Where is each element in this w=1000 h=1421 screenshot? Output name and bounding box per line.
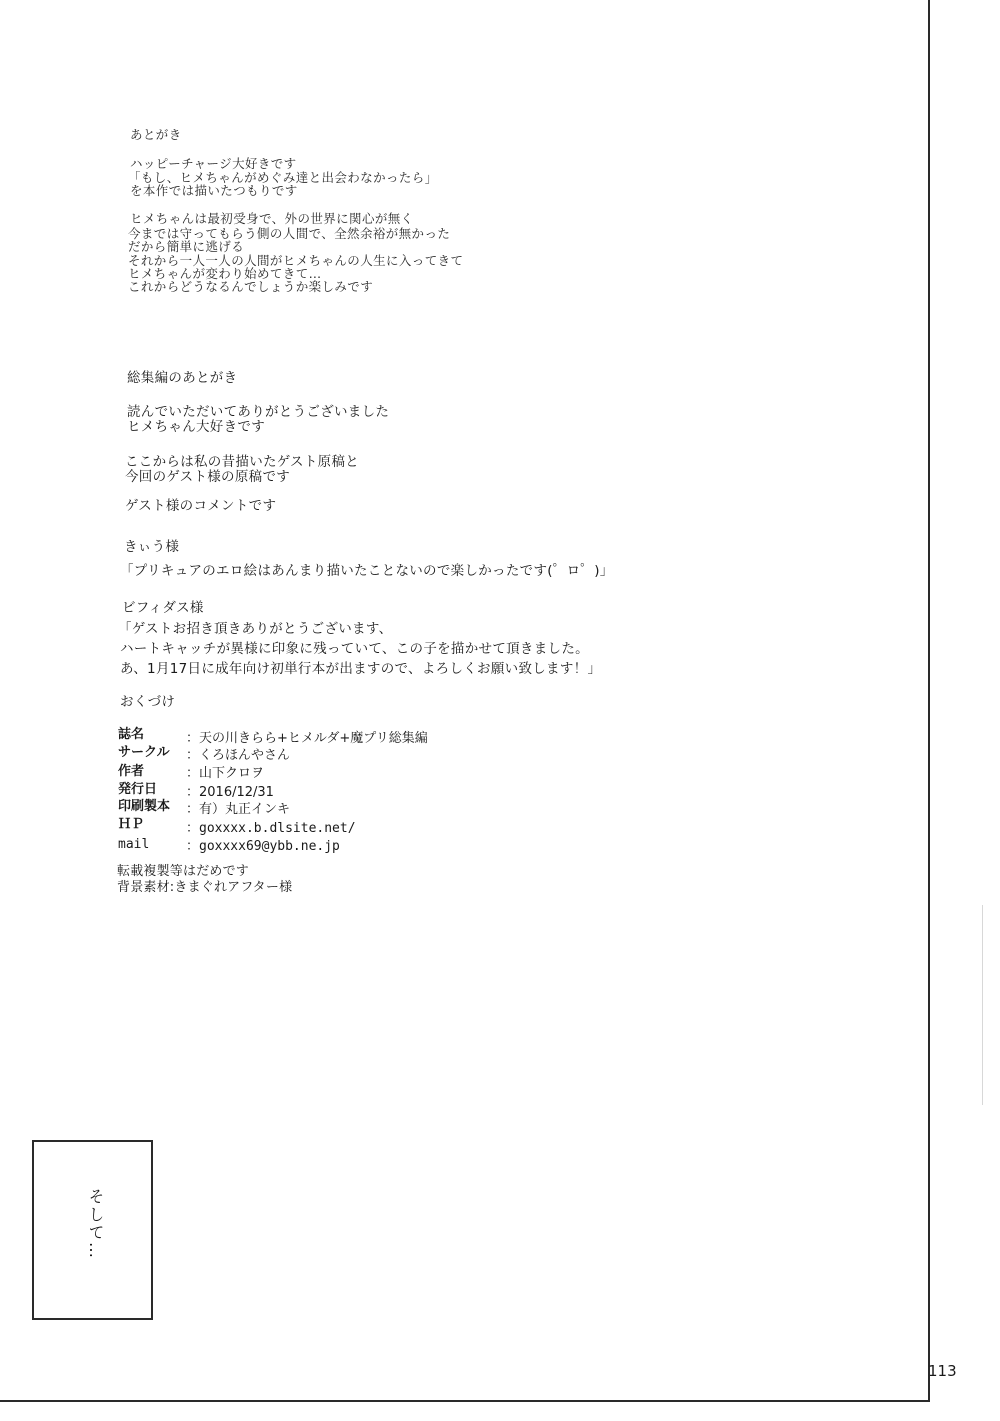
guest-comment: 「ゲストお招き頂きありがとうございます、 xyxy=(118,621,393,637)
afterword-line: これからどうなるんでしょうか楽しみです xyxy=(128,279,374,294)
colophon-label: 誌名 xyxy=(118,727,145,742)
colophon-value: ：goxxxx.b.dlsite.net/ xyxy=(186,821,356,836)
compilation-line: ヒメちゃん大好きです xyxy=(127,419,265,435)
colophon-label: 作者 xyxy=(118,764,145,779)
colophon-label: mail xyxy=(118,837,150,852)
colophon-value: ：山下クロヲ xyxy=(186,766,265,781)
compilation-line: ここからは私の昔描いたゲスト原稿と xyxy=(125,454,360,470)
compilation-line: 今回のゲスト様の原稿です xyxy=(125,469,291,485)
colophon-label: 印刷製本 xyxy=(118,799,171,814)
guest-comment: ハートキャッチが異様に印象に残っていて、この子を描かせて頂きました。 xyxy=(120,641,589,657)
afterword-line: だから簡単に逃げる xyxy=(128,239,245,254)
colophon-value: ：くろほんやさん xyxy=(186,748,291,763)
afterword-line: 今までは守ってもらう側の人間で、全然余裕が無かった xyxy=(128,226,451,241)
colophon-label: 発行日 xyxy=(118,782,158,797)
afterword-heading: あとがき xyxy=(130,127,182,142)
guest-name: きぃう様 xyxy=(124,539,180,555)
right-border-line xyxy=(928,0,930,1400)
afterword-line: それから一人一人の人間がヒメちゃんの人生に入ってきて xyxy=(128,253,464,268)
afterword-line: ハッピーチャージ大好きです xyxy=(130,156,297,171)
afterword-line: を本作では描いたつもりです xyxy=(130,183,298,198)
afterword-line: 「もし、ヒメちゃんがめぐみ達と出会わなかったら」 xyxy=(128,170,438,185)
afterword-line: ヒメちゃんは最初受身で、外の世界に関心が無く xyxy=(130,211,414,226)
colophon-note: 背景素材:きまぐれアフター様 xyxy=(117,880,293,895)
colophon-note: 転載複製等はだめです xyxy=(117,864,250,879)
colophon-heading: おくづけ xyxy=(120,694,176,710)
compilation-line: 読んでいただいてありがとうございました xyxy=(127,404,390,420)
guest-name: ビフィダス様 xyxy=(122,600,204,616)
colophon-value: ：天の川きらら+ヒメルダ+魔プリ総集編 xyxy=(186,731,428,746)
guest-comment: あ、1月17日に成年向け初単行本が出ますので、よろしくお願い致します！」 xyxy=(120,661,602,677)
bottom-border-line xyxy=(0,1400,930,1402)
afterword-line: ヒメちゃんが変わり始めてきて… xyxy=(128,266,322,281)
colophon-value: ：goxxxx69@ybb.ne.jp xyxy=(186,839,340,854)
colophon-value: ：2016/12/31 xyxy=(186,785,274,800)
guest-comments-heading: ゲスト様のコメントです xyxy=(125,498,277,514)
colophon-label: ＨＰ xyxy=(118,817,145,832)
faint-scan-line xyxy=(982,905,983,1105)
compilation-heading: 総集編のあとがき xyxy=(127,370,238,386)
page-number: 113 xyxy=(928,1362,957,1380)
colophon-value: ：有）丸正インキ xyxy=(186,802,291,817)
colophon-label: サークル xyxy=(118,745,170,760)
box-vertical-text: そして… xyxy=(86,1188,105,1260)
guest-comment: 「プリキュアのエロ絵はあんまり描いたことないので楽しかったです(゜ロ゜)」 xyxy=(120,563,614,579)
